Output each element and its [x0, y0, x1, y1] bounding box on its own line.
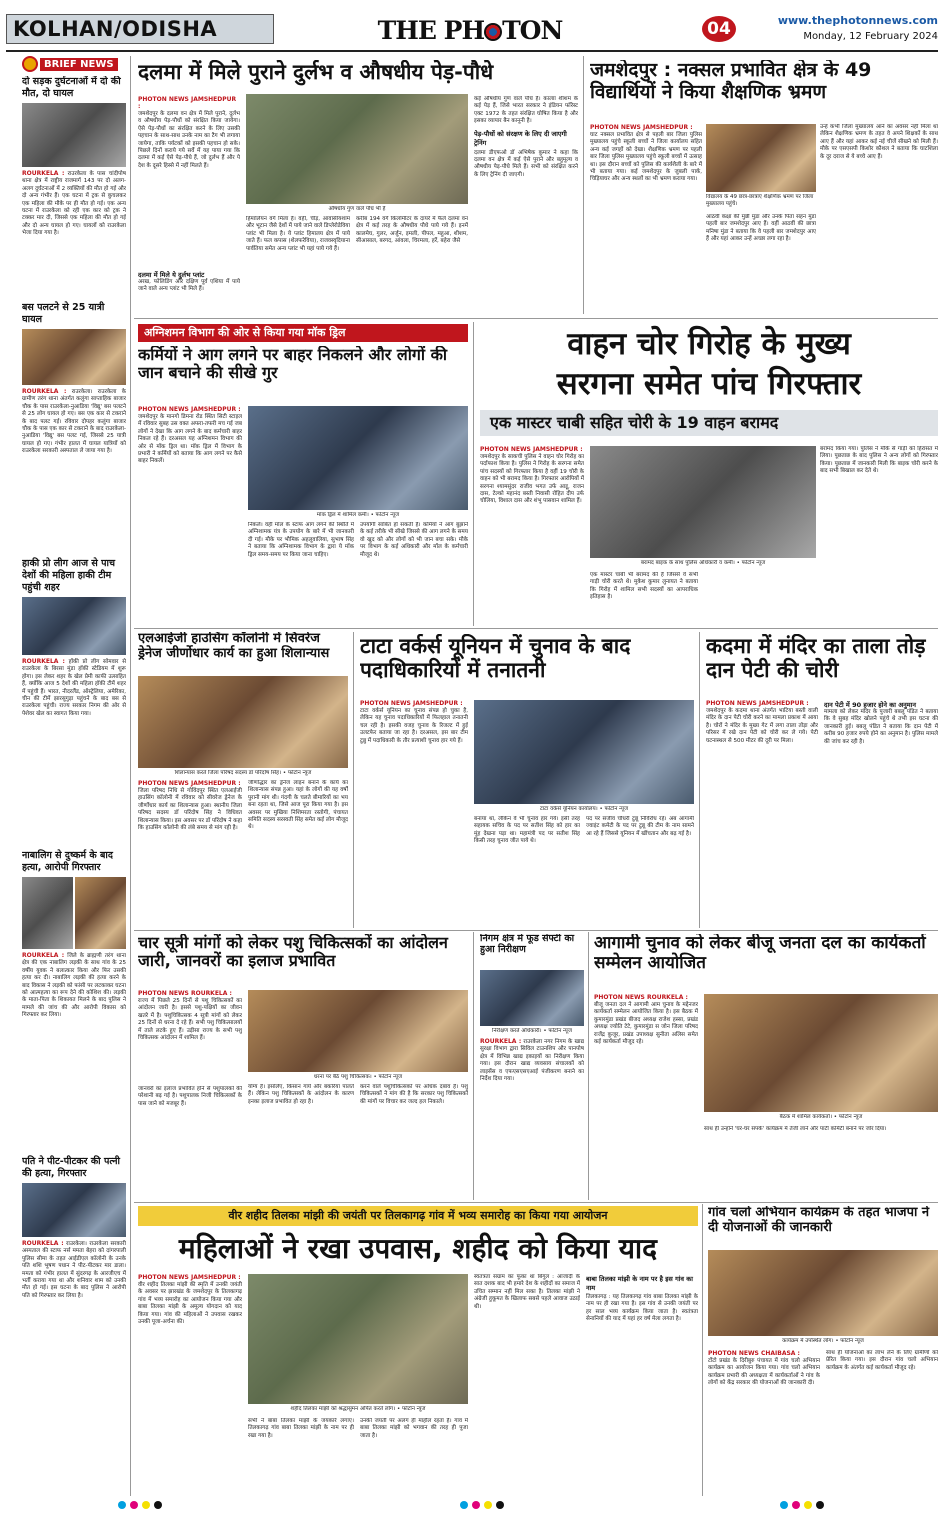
column-divider [699, 632, 700, 928]
dateline: ROURKELA : [22, 658, 65, 665]
temple-col-2 [824, 700, 938, 926]
nigam-col-1 [480, 1038, 584, 1198]
bus-accident-photo [22, 329, 126, 385]
column-divider [130, 56, 131, 1496]
mockdrill-col-1 [138, 406, 242, 624]
brief-body-3: हॉकी प्रो लीग सोमवार से राउरकेला के बिरसा मुंडा हॉकी स्टेडियम में शुरू होगा। इस लेकर शहर के खेल प्रेमी काफी उत्साहित हैं, क्योंकि आज 5 देशों की महिला हॉकी टीमें शहर में पहुंची हैं। भारत, नीदरलैंड, ऑस्ट्रेलिया, अमेरिका, चीन की टीमें झारसुगुड़ा पहुंचने के बाद बस से राउरकेला पहुंची। राज्य सरकार निगम की ओर से पेशेवर खेल का स्वागत किया गया। [22, 659, 126, 717]
bjp-headline: गांव चलो अभियान कार्यक्रम के तहत भाजपा ने दी योजनाओं की जानकारी [708, 1206, 930, 1235]
vets-text-4: करने वाले पशुचिकित्सकों पर अधिक दबाव है। पशु चिकित्सकों ने मांग की है कि सरकार पशु चिकित्सकों की मांगों पर विचार कर जल्द हल निकाले। [360, 1084, 468, 1105]
black-dot [816, 1501, 824, 1509]
brief-headline-4: नाबालिग से दुष्कर्म के बाद हत्या, आरोपी गिरफ्तार [22, 850, 113, 873]
tilka-col-1 [138, 1274, 242, 1496]
nigam-caption: निरीक्षण करते अधिकारी। • फोटोन न्यूज [480, 1028, 584, 1035]
brief-headline-3: हाकी प्रो लीग आज से पाच देशों की महिला हाकी टीम पहुंची शहर [22, 558, 115, 593]
column-divider [353, 632, 354, 928]
seized-bikes-photo [590, 446, 816, 558]
mockdrill-text-2: निकलें। वहीं मॉल के स्टाफ आग लगने की स्थिति में अग्निशामक यंत्र के उपयोग के बारे में भी जानकारी दी गई। मौके पर भौमिक अहलूवालिया, सुभाष सिंह ने बताया कि अग्निशामक विभाग के द्वारा ये मॉक ड्रिल समय-समय पर किया जाना चाहिए। [248, 522, 354, 558]
temple-byline: PHOTON NEWS JAMSHEDPUR : [706, 700, 809, 707]
yellow-dot [484, 1501, 492, 1509]
tilka-col-4 [474, 1274, 580, 1496]
mockdrill-byline: PHOTON NEWS JAMSHEDPUR : [138, 406, 241, 413]
mockdrill-col-3 [360, 522, 468, 624]
accused-photo-2 [75, 877, 126, 949]
tata-col-3 [586, 816, 694, 926]
housing-headline: एलआईजी हाउसिंग कॉलोनी में सिवरेज ड्रेनेज जीर्णोधार कार्य का हुआ शिलान्यास [138, 632, 330, 661]
mockdrill-kicker: अग्निशमन विभाग की ओर से किया गया मॉक ड्रिल [138, 324, 468, 342]
tata-headline: टाटा वर्कर्स यूनियन में चुनाव के बाद पदाधिकारियों में तनातनी [360, 634, 631, 683]
column-divider [588, 932, 589, 1200]
nigam-text-1: राउरकेला नगर निगम के खाद्य सुरक्षा विभाग द्वारा सिविल टाउनशिप और पानपोष क्षेत्र में विभिन्न खाद्य इकाइयों का निरीक्षण किया गया। इस दौरान खाद्य व्यवसाय संचालकों को लाइसेंस व एफएसएसएआई पंजीकरण बनाने का निर्देश दिया गया। [480, 1039, 584, 1083]
vets-col-2 [138, 1086, 242, 1198]
section-title: KOLHAN/ODISHA [13, 17, 218, 41]
column-divider [702, 1204, 703, 1496]
yellow-dot [142, 1501, 150, 1509]
housing-ceremony-photo [138, 676, 348, 768]
brief-news-column [22, 76, 126, 1496]
bjd-caption: बैठक में शामिल कार्यकर्ता। • फोटोन न्यूज [704, 1114, 938, 1121]
tata-text-3: पद पर संजीव चौधरी टुन्नू निर्विरोध रहे। अब आगामी ज्वाइंट कमेटी के पद पर टुन्नू की टीम के नाम सामने आ रहे हैं जिससे यूनियन में खींचतान और बढ़ गई है। [586, 816, 694, 837]
naxal-text-3: उन्हें कभी जिला मुख्यालय आने का अवसर नहीं मिला था लेकिन शैक्षणिक भ्रमण के तहत वे अपने शिक्षकों के साथ आए हैं और यहां आकर कई नई चीजें सीखने को मिली हैं। मौके पर एसएसपी किशोर कौशल ने बताया कि घाटशिला के दूर दराज से ये बच्चे आए हैं। [820, 124, 938, 160]
mockdrill-col-2 [248, 522, 354, 624]
vehicle-text-2: बरामद किया गया। पुलिस ने मौके से गाड़ी को हिरासत में लिया। पूछताछ के बाद पुलिस ने अन्य लोगों को गिरफ्तार किया। पूछताछ में जानकारी मिली कि बाइक चोरी करने के बाद सभी बिखाल कर देते थे। [820, 446, 938, 475]
brief-headline-5: पति ने पीट-पीटकर की पत्नी की हत्या, गिरफ्तार [22, 1156, 120, 1179]
page-number: 04 [702, 16, 736, 42]
mockdrill-caption: मॉक ड्रिल में शामिल कर्मी। • फोटोन न्यूज [248, 512, 468, 519]
bjd-meeting-photo [704, 994, 938, 1112]
dalma-text-1: जमशेदपुर के दलमा वन क्षेत्र में मिले पुराने, दुर्लभ व औषधीय पेड़-पौधों को संरक्षित किया जायेगा। ऐसे पेड़-पौधों का संरक्षित करने के लिए उसकी पहचान के साथ-साथ उनके नाम का टैग भी लगाया जायेगा, ताकि पर्यटकों को इसकी पहचान हो सके। पिछले दिनों कराये गये सर्वे में यह पाया गया कि दलमा में कई ऐसे पेड़-पौधे हैं, जो दुर्लभ हैं और पे देश के दूसरे हिस्से में नहीं मिलते हैं। [138, 111, 240, 169]
tata-col-2 [474, 816, 580, 926]
cyan-dot [780, 1501, 788, 1509]
black-dot [154, 1501, 162, 1509]
tilka-subhead: बाबा तिलका मांझी के नाम पर है इस गांव का नाम [586, 1275, 693, 1292]
mockdrill-headline: कर्मियों ने आग लगने पर बाहर निकलने और लोगों की जान बचाने की सीखे गुर [138, 346, 448, 383]
yellow-dot [804, 1501, 812, 1509]
dalma-col-2 [246, 216, 350, 312]
tilka-col-3 [360, 1418, 468, 1496]
bjp-byline: PHOTON NEWS CHAIBASA : [708, 1350, 800, 1357]
dalma-text-2: हिमालियन वर्ग मिला है। वहीं, चीड़, आवासीयशाम और भूटान जैसे देशों में पाये जाने वाले डिप्लेरोडेविया प्लांट भी मिला है। ये प्लांट हिमालय क्षेत्र में पाये जाते हैं। फल कपास (शेलफरेविया), राजवस्वृदियाना पार्वतिया समेत अन्य प्लांट भी यहां पाये गये हैं। [246, 216, 350, 252]
masthead-left: THE PH [377, 16, 485, 45]
mockdrill-text-1: जमशेदपुर के मानगो डिमना रोड स्थित सिटी स्टाइल में रविवार सुबह उस वक्त अफरा-तफरी मच गई जब लोगों ने देखा कि आग लगने के बाद कर्मचारी बाहर निकल रहे हैं। दरअसल यह अग्निशमन विभाग की ओर से मॉक ड्रिल था। मॉक ड्रिल में विभाग के प्रभारी ने कर्मियों को बताया कि आग लगने पर कैसे बाहर निकलें। [138, 414, 242, 465]
tilka-text-1: वीर शहीद तिलका मांझी की स्मृति में उनकी जयंती के अवसर पर झारखंड के जमशेदपुर के तिलकागढ़ गांव में भव्य समारोह का आयोजन किया गया और बाबा तिलका मांझी के अमूल्य योगदान को याद किया गया। गांव की महिलाओं ने उपवास रखकर उनकी पूजा-अर्चना की। [138, 1282, 242, 1326]
vehicle-headline-1: वाहन चोर गिरोह के मुख्य [567, 326, 851, 362]
issue-date: Monday, 12 February 2024 [803, 31, 938, 42]
naxal-text-1: घाट नक्सल प्रभावित क्षेत्र से पहली बार जिला पुलिस मुख्यालय पहुंचे स्कूली बच्चों ने जिला कार्यालय सहित अन्य कई जगहों को देखा। शैक्षणिक भ्रमण पर पहली बार जिला पुलिस मुख्यालय पहुंचे स्कूली बच्चों में उत्साह था। इस दौरान बच्चों को पुलिस की कार्यशैली के बारे में भी बताया गया। कई जमशेदपुर के जुबली पार्क, चिड़ियाघर और अन्य स्थलों का भी भ्रमण कराया गया। [590, 132, 702, 183]
housing-byline: PHOTON NEWS JAMSHEDPUR : [138, 780, 241, 787]
vehicle-headline-2: सरगना समेत पांच गिरफ्तार [556, 366, 862, 402]
bjp-col-2 [826, 1350, 938, 1496]
column-divider [583, 56, 584, 314]
vehicle-col-1 [480, 446, 584, 624]
header-rule [6, 50, 938, 52]
tilka-text-2: सभी ने बाबा तिलका मांझी के जयकारे लगाए। तिलकागढ़ गांव बाबा तिलका मांझी के नाम पर ही रखा गया है। [248, 1418, 354, 1439]
vehicle-text-3: एक मास्टर चाबी भी बरामद की है जिससे वे सभी गाड़ी चोरी करते थे। मुकेश कुमार लुनायत ने बताया कि गिरोह में शामिल सभी सदस्यों का आपराधिक इतिहास है। [590, 572, 698, 601]
accused-photo-1 [22, 877, 73, 949]
globe-icon [22, 56, 38, 72]
magenta-dot [130, 1501, 138, 1509]
nigam-headline: निगम क्षेत्र में फूड सेफ्टी का हुआ निरीक्षण [480, 934, 575, 955]
brief-body-4: जिले के ब्राह्मणी तरंग थाना क्षेत्र की एक नाबालिग लड़की के साथ गांव के 25 वर्षीय युवक ने बलात्कार किया और फिर उसकी हत्या कर दी। नाबालिग लड़की की हत्या करने के बाद विकास ने लड़की को फांसी पर लटकाकर घटना को आत्महत्या का रूप देने की कोशिश की। लड़की के माता-पिता के शिकायत मिलने के बाद पुलिस ने मामले की जांच की और आरोपी विकास को गिरफ्तार कर लिया। [22, 953, 126, 1019]
vets-protest-photo [248, 990, 468, 1072]
vehicle-col-2 [820, 446, 938, 624]
tilka-text-5: तिलकागढ़ : यह तिलकागढ़ गांव बाबा तिलका मांझी के नाम पर ही रखा गया है। इस गांव से उनकी जयंती पर हर साल भव्य कार्यक्रम किया जाता है। स्वतंत्रता सेनानियों की याद में यहां हर वर्ष मेला लगता है। [586, 1294, 698, 1323]
section-label [6, 14, 274, 44]
naxal-headline: जमशेदपुर : नक्सल प्रभावित क्षेत्र के 49 विद्यार्थियों ने किया शैक्षणिक भ्रमण [590, 60, 872, 103]
housing-col-1 [138, 780, 242, 926]
vets-col-3 [248, 1084, 354, 1198]
vehicle-caption: बरामद बाइक के साथ पुलिस अधिकारी व कर्मी। • फोटोन न्यूज [590, 560, 816, 567]
brief-body-2: राउरकेला। राउरकेला के ग्रामीण तरंग थाना अंतर्गत कलुंगा साप्ताहिक बाजार चौक के पास राउरकेला-नुआडिया 'विद्यु' बस पलटने से 25 लोग घायल हो गए। बस एक कार से टकराने के बाद पलट गई। रविवार दोपहर कलुंगा बाजार चौक के पास एक कार से टकराने के बाद राउरकेला-नुआडिया 'विद्यु' बस पलट गई, जिससे 25 यात्री घायल हो गए। गंभीर हालत में घायल यात्रियों को राउरकेला सरकारी अस्पताल ले जाया गया है। [22, 389, 126, 455]
tilka-tribute-photo [248, 1274, 468, 1404]
bjp-caption: कार्यक्रम में उपस्थित लोग। • फोटोन न्यूज [708, 1338, 938, 1345]
row-divider [134, 1202, 938, 1203]
hockey-team-photo [22, 597, 126, 655]
dalma-subhead: दलमा में मिले ये दुर्लभ प्लांट [138, 271, 205, 279]
dalma-col-4 [356, 216, 468, 312]
housing-caption: शिलान्यास करते जिला परिषद सदस्य डॉ परिंदोष सिंह। • फोटोन न्यूज [138, 770, 348, 777]
vets-caption: धरना पर बैठे पशु चिकित्सक। • फोटोन न्यूज [248, 1074, 468, 1081]
bjp-text-1: टोंटो प्रखंड के दिरीबुरु पंचायत में गांव चलो अभियान कार्यक्रम का आयोजन किया गया। गांव चलो अभियान कार्यक्रम प्रभारी की अध्यक्षता में कार्यकर्ताओं ने गांव के लोगों को केंद्र सरकार की योजनाओं की जानकारी दी। [708, 1358, 820, 1387]
bjd-col-2 [704, 1126, 938, 1198]
print-registration-marks [0, 1500, 945, 1510]
temple-col-1 [706, 700, 818, 926]
accident-photo [22, 103, 126, 167]
magenta-dot [792, 1501, 800, 1509]
union-office-photo [474, 700, 694, 804]
naxal-col-3 [820, 124, 938, 314]
page-number-badge [702, 16, 738, 44]
mockdrill-text-3: उपयोगी साबित हो सकती है। कर्मियों ने आग बुझाने के कई तरीके भी सीखे जिससे की आग लगने के समय वो खुद को और लोगों को भी जान बचा सके। मौके पर विभाग के कई अधिकारी और मॉल के कर्मचारी मौजूद थे। [360, 522, 468, 558]
bjd-text-2: साथ ही उन्होंने 'घर-घर संपर्क' कार्यक्रम में तेजी लाने और पार्टी कमिटी बनाने पर जोर दिया। [704, 1126, 887, 1132]
bjd-byline: PHOTON NEWS ROURKELA : [594, 994, 688, 1001]
naxal-byline: PHOTON NEWS JAMSHEDPUR : [590, 124, 693, 131]
dalma-text-6: दलमा डीएफओ डॉ अभिषेक कुमार ने कहा कि दलमा वन क्षेत्र में कई ऐसे पुराने और बहुमूल्य व औषधीय पेड़-पौधे मिले हैं। सभी को संरक्षित करने के लिए ट्रेनिंग दी जाएगी। [474, 149, 578, 178]
tilka-kicker: वीर शहीद तिलका मांझी की जयंती पर तिलकागढ़ गांव में भव्य समारोह का किया गया आयोजन [138, 1206, 698, 1226]
magenta-dot [472, 1501, 480, 1509]
naxal-col-2 [706, 214, 816, 314]
vets-byline: PHOTON NEWS ROURKELA : [138, 990, 232, 997]
dalma-subhead-2: पेड़-पौधों को संरक्षण के लिए दी जाएगी ट्रेनिंग [474, 129, 567, 147]
naxal-col-1 [590, 124, 702, 314]
dateline: ROURKELA : [22, 952, 65, 959]
brief-news-title: BRIEF NEWS [40, 58, 118, 71]
bjp-campaign-photo [708, 1250, 938, 1336]
naxal-text-2: आठवीं कक्षा की मुन्नी मुंडा और उनके पिता सहन मुंडा पहली बार जमशेदपुर आए हैं। वहीं आठवीं की छात्रा मनिषा मुंडा ने बताया कि वे पहली बार जमशेदपुर आए हैं और यहां आकर उन्हें अच्छा लगा रहा है। [706, 214, 816, 243]
housing-col-2 [248, 780, 348, 926]
brief-headline-2: बस पलटने से 25 यात्री घायल [22, 302, 105, 325]
students-photo [706, 124, 816, 192]
dateline: ROURKELA : [480, 1038, 522, 1045]
tilka-byline: PHOTON NEWS JAMSHEDPUR : [138, 1274, 241, 1281]
dalma-forest-photo [246, 94, 468, 204]
bjd-headline: आगामी चुनाव को लेकर बीजू जनता दल का कार्यकर्ता सम्मेलन आयोजित [594, 934, 926, 973]
dalma-text-4: करीब 194 वर्ग किलोमीटर के दायरे में फैले दलमा वन क्षेत्र में कई तरह के औषधीय पौधे पाये गये हैं। इनमें कालमेघ, गुलर, अर्जुन, इमली, पीपल, महुआ, शीशम, सीआसाल, बरगद, आंवला, चिरमला, हर्रे, बहेरा जैसे [356, 216, 468, 245]
dalma-col-5 [474, 96, 578, 312]
column-divider [473, 932, 474, 1200]
vets-text-3: योग्य है। इसलिए, किसान गायें और बकरियां पालते हैं। लेकिन पशु चिकित्सकों के आंदोलन के कारण इनका इलाज प्रभावित हो रहा है। [248, 1084, 354, 1105]
website-link[interactable]: www.thephotonnews.com [777, 14, 938, 27]
naxal-caption: विद्यालय के 49 छात्र-छात्राएं शैक्षणिक भ्रमण पर जिला मुख्यालय पहुंचे। [706, 194, 814, 207]
brief-headline-1: दो सड़क दुर्घटनाओं में दो की मौत, दो घायल [22, 76, 121, 99]
bjp-text-2: साथ ही योजनाओं का लाभ लेने के लिए ग्रामीणों को प्रेरित किया गया। इस दौरान गांव चलो अभियान कार्यक्रम के अंतर्गत कई कार्यकर्ता मौजूद रहे। [826, 1350, 938, 1371]
housing-text-1: जिला परिषद निधि से गोविंदपुर स्थित एलआईजी हाउसिंग कॉलोनी में रविवार को सीवरेज ड्रेनेज के जीर्णोधार कार्य का शिलान्यास हुआ। स्थानीय जिला परिषद सदस्य डॉ परिंदोष सिंह ने विधिवत शिलान्यास किया। इस अवसर पर डॉ परिंदोष ने कहा कि हाउसिंग कॉलोनी की लंबे समय से मांग रही है। [138, 788, 242, 832]
vets-text-1: राज्य में पिछले 25 दिनों से पशु चिकित्सकों का आंदोलन जारी है। इससे पशु-पक्षियों का जीवन खतरे में है। पशुचिकित्सक 4 सूत्री मांगों को लेकर 25 दिनों से धरना दे रहे हैं। सभी पशु चिकित्सालयों में ताले लटके हुए हैं। उड़ीसा राज्य के सभी पशु चिकित्सक आंदोलन में शामिल हैं। [138, 998, 242, 1042]
bjp-col-1 [708, 1350, 820, 1496]
dateline: ROURKELA : [22, 388, 67, 395]
tilka-col-5 [586, 1274, 698, 1496]
temple-headline: कदमा में मंदिर का ताला तोड़ दान पेटी की चोरी [706, 634, 926, 683]
vets-col-4 [360, 1084, 468, 1198]
food-safety-photo [480, 970, 584, 1026]
temple-text-1: जमशेदपुर के कदमा थाना अंतर्गत भाटिया बस्ती वाली मंदिर के दान पेटी चोरी करने का मामला प्रकाश में आया है। चोरों ने मंदिर के मुख्य गेट में लगा ताला तोड़ा और परिसर में रखे दान पेटी को चोरी कर ले गये। पेटी घटनास्थल से 500 मीटर की दूरी पर मिला। [706, 708, 818, 744]
dalma-caption: औषधीय गुण वाले पौधे भी हैं [246, 206, 468, 213]
vets-col-1 [138, 990, 242, 1084]
tata-byline: PHOTON NEWS JAMSHEDPUR : [360, 700, 463, 707]
bjd-text-1: बीजू जनता दल ने आगामी आम चुनाव के मद्देनजर कार्यकर्ता सम्मेलन आयोजित किया है। इस बैठक में कुमारमुंडा प्रखंड बीजद अध्यक्ष राजेश हस्सा, प्रखंड अध्यक्ष ज्योति टेटे, कुमारमुंडा स जोन जिला परिषद राजेंद्र कुजूर, प्रखंड उपाध्यक्ष सुनीता अलिस समेत कई कार्यकर्ता मौजूद रहे। [594, 1002, 698, 1046]
vets-text-2: जानवरों का इलाज प्रभावित होने से पशुपालकों की परेशानी बढ़ गई है। पशुपालक निजी चिकित्सकों के पास जाने को मजबूर हैं। [138, 1086, 242, 1107]
tilka-text-3: उनकी जयंती पर अलग ही माहौल रहता है। गांव में बाबा तिलका मांझी को भगवान की तरह ही पूजा जाता है। [360, 1418, 468, 1439]
tata-caption: टाटा वर्कर्स यूनियन कार्यालय। • फोटोन न्यूज [474, 806, 694, 813]
dateline: ROURKELA : [22, 1240, 64, 1247]
row-divider [134, 628, 938, 629]
tilka-headline: महिलाओं ने रखा उपवास, शहीद को किया याद [178, 1232, 658, 1265]
bjd-col-1 [594, 994, 698, 1198]
cyan-dot [460, 1501, 468, 1509]
tilka-text-4: स्वतंत्रता संग्राम का फूंका था बिगुल : आजादी के सात दशक बाद भी हमारे देश के शहीदों का समाज में उचित सम्मान नहीं मिल सका है। तिलका मांझी ने अंग्रेजी हुकूमत के खिलाफ सबसे पहले आवाज उठाई थी। [474, 1274, 580, 1310]
dalma-col-3 [138, 270, 240, 316]
brief-body-5: राउरकेला। राउरकेला सरकारी अस्पताल की स्टाफ नर्स ममता बेहरा को दांगरपाली पुलिस सीमा के तहत आईडीएल कॉलोनी के उनके पति शशि भूषण पधान ने पीट-पीटकर मार डाला। ममता को गंभीर हालत में सुंदरगढ़ के आरजीएच में भर्ती कराया गया था और शनिवार शाम को उनकी मौत हो गई। इस घटना के बाद पुलिस ने आरोपी पति को गिरफ्तार कर लिया है। [22, 1241, 126, 1299]
temple-text-2: मामला को लेकर मंदिर के पुजारी बबलू पंडित ने बताया कि वे सुबह मंदिर खोलने पहुंचे थे तभी इस घटना की जानकारी हुई। बबलू पंडित ने बताया कि दान पेटी में करीब 90 हजार रुपये होने का अनुमान है। पुलिस मामले की जांच कर रही है। [824, 709, 938, 745]
masthead-right: TON [502, 16, 563, 45]
vehicle-subtitle: एक मास्टर चाबी सहित चोरी के 19 वाहन बरामद [480, 410, 938, 436]
dalma-byline: PHOTON NEWS JAMSHEDPUR : [138, 96, 237, 110]
column-divider [473, 322, 474, 626]
hospital-photo [22, 1183, 126, 1237]
tilka-col-2 [248, 1418, 354, 1496]
tata-text-2: बनाया था, लेकिन वे भी चुनाव हार गये। इसी तरह सहायक सचिव के पद पर सतीश सिंह को हार का मुंह देखना पड़ा था। महामंत्री पद पर सतीश सिंह किसी तरह चुनाव जीत पाये थे। [474, 816, 580, 845]
masthead [366, 14, 574, 48]
cyan-dot [118, 1501, 126, 1509]
housing-text-2: जीर्णोद्धार का ड्रेनेज लाइन बनाने के कार्य का शिलान्यास संपन्न हुआ। यहां के लोगों की यह वर्षों पुरानी मांग थी। गंदगी के चलते बीमारियों का भय बना रहता था, जिसे आज पूरा किया गया है। इस अवसर पर मुखिया निशिमरता रस्तोगी, पंचायत समिति सदस्य सरस्वती सिंह समेत कई लोग मौजूद थे। [248, 780, 348, 831]
vets-headline: चार सूत्री मांगों को लेकर पशु चिकित्सकों का आंदोलन जारी, जानवरों का इलाज प्रभावित [138, 934, 448, 971]
mockdrill-photo [248, 406, 468, 510]
row-divider [134, 930, 938, 931]
temple-subhead: दान पेटी में 90 हजार होने का अनुमान [824, 701, 916, 709]
brief-news-label [22, 56, 126, 74]
tata-text-1: टाटा वर्कर्स यूनियन का चुनाव संपन्न हो चुका है, लेकिन यह चुनाव पदाधिकारियों में फिलहाल तनातनी चल रही है। इसकी वजह चुनाव के रिजल्ट में हुई उलटफेर बताया जा रहा है। दरअसल, इस बार टीम टुन्नु में पदाधिकारी के तौर प्रत्याशी चुनाव हार गये हैं। [360, 708, 468, 744]
vehicle-text-1: जमशेदपुर के साकची पुलिस ने वाहन चोर गिरोह का पर्दाफाश किया है। पुलिस ने गिरोह के सरगना समेत पांच सदस्यों को गिरफ्तार किया है वहीं 19 चोरी के वाहन को भी बरामद किया है। गिरफ्तार आरोपियों में सरगना श्यामसुंदर राजीव भगत उर्फ आइू, राजन दास, टेल्को महानंद बस्ती निवासी रोहित दीप उर्फ चोलिया, विशाल दास और शंभू पासवान शामिल हैं। [480, 454, 584, 505]
black-dot [496, 1501, 504, 1509]
tilka-caption: शहीद तिलका मांझी को श्रद्धासुमन अर्पित करते लोग। • फोटोन न्यूज [248, 1406, 468, 1413]
dalma-headline: दलमा में मिले पुराने दुर्लभ व औषधीय पेड़-पौधे [138, 60, 494, 84]
tata-col-1 [360, 700, 468, 926]
brief-body-1: राउरकेला के पास चांदीपोष थाना क्षेत्र में राष्ट्रीय राजमार्ग 143 पर दो अलग-अलग दुर्घटनाओं में 2 व्यक्तियों की मौत हो गई और दो अन्य गंभीर हैं। एक घटना में ट्रक से कुचलकर एक महिला की मौके पर ही मौत हो गई। एक अन्य घटना में राउरकेला को रही एक कार को ट्रक ने टक्कर मार दी, जिससे एक महिला की मौत हो गई और दो अन्य घायल हो गए। घायलों को राउरकेला भेजा दिया गया है। [22, 171, 126, 237]
camera-lens-icon [484, 23, 502, 41]
dateline: ROURKELA : [22, 170, 65, 177]
row-divider [134, 318, 938, 319]
dalma-text-5: कई औषधीय गुण वाले पौधे हैं। कालाा शीशम के कई पेड़ हैं, जिसे भारत सरकार ने इंडियन फॉरेस्ट एक्ट 1972 के तहत संरक्षित घोषित किया है और इसका व्यापार बैन कानूनी है। [474, 96, 578, 125]
vehicle-col-3 [590, 572, 698, 624]
vehicle-byline: PHOTON NEWS JAMSHEDPUR : [480, 446, 583, 453]
dalma-text-3: अरख, फोलिडिंग और दक्षिण पूर्व एशिया में पाये जाने वाले अन्य प्लांट भी मिले हैं। [138, 279, 240, 293]
